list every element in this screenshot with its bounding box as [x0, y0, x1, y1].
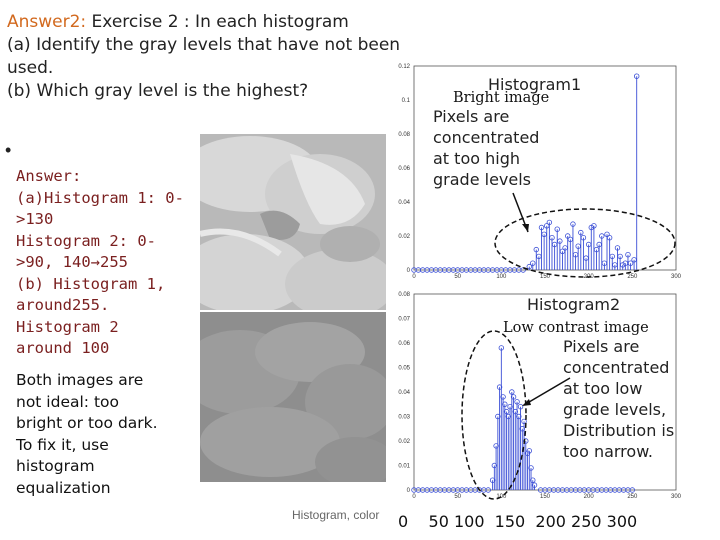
- question-line-3: used.: [7, 58, 54, 78]
- y-tick-label: 0: [406, 268, 410, 274]
- annotation-line-4: grade levels: [433, 170, 532, 189]
- x-tick-label: 150: [539, 494, 551, 500]
- y-tick-label: 0.03: [398, 414, 410, 421]
- note-line-6: equalization: [16, 478, 111, 497]
- histogram1-subtitle: Bright image: [453, 90, 550, 106]
- footer-ticks: 0 50 100 150 200 250 300: [398, 512, 638, 531]
- arrow-2: [524, 378, 570, 405]
- answer-line-5: >90, 140→255: [16, 253, 128, 271]
- annotation-line-1: Pixels are: [433, 107, 510, 126]
- y-tick-label: 0.07: [398, 316, 410, 323]
- arrow-1-head: [522, 224, 529, 232]
- x-tick-label: 250: [627, 274, 638, 280]
- annotation-line-3: at too high: [433, 149, 520, 168]
- note-line-5: histogram: [16, 457, 95, 475]
- x-tick-label: 200: [583, 274, 594, 280]
- answer-line-3: >130: [16, 210, 54, 228]
- answer-line-8: Histogram 2: [16, 317, 119, 336]
- highlight-ellipse-1: [495, 209, 675, 277]
- answer-line-9: around 100: [16, 339, 110, 357]
- annotation-line-2: concentrated: [563, 358, 670, 377]
- x-tick-label: 150: [539, 274, 551, 280]
- annotation-line-6: too narrow.: [563, 442, 653, 461]
- note-line-2: not ideal: too: [16, 392, 119, 411]
- note-line-4: To fix it, use: [16, 435, 109, 454]
- x-tick-label: 300: [670, 494, 682, 500]
- y-tick-label: 0: [406, 488, 410, 494]
- x-tick-label: 200: [583, 494, 594, 500]
- footer-caption: Histogram, color: [292, 508, 380, 522]
- y-tick-label: 0.02: [398, 234, 410, 240]
- answer-line-1: Answer:: [16, 167, 82, 185]
- note-line-1: Both images are: [16, 371, 144, 389]
- annotation-line-3: at too low: [563, 379, 643, 398]
- x-tick-label: 50: [454, 274, 462, 280]
- histogram1-title: Histogram1: [488, 75, 582, 94]
- bullet-icon: •: [5, 140, 12, 160]
- answer-line-6: (b) Histogram 1,: [16, 274, 166, 293]
- y-tick-label: 0.06: [398, 166, 410, 172]
- note-line-3: bright or too dark.: [16, 414, 158, 432]
- question-line-2: (a) Identify the gray levels that have not been: [7, 35, 401, 55]
- histogram2-subtitle: Low contrast image: [503, 320, 649, 336]
- question-text: Exercise 2 : In each histogram: [86, 12, 349, 32]
- answer-line-2: (a)Histogram 1: 0-: [16, 188, 184, 207]
- question-line-4: (b) Which gray level is the highest?: [7, 81, 309, 101]
- y-tick-label: 0.05: [398, 365, 410, 372]
- x-tick-label: 250: [627, 494, 638, 500]
- annotation-line-1: Pixels are: [563, 337, 640, 356]
- x-tick-label: 0: [412, 494, 416, 500]
- y-tick-label: 0.12: [398, 64, 410, 70]
- y-tick-label: 0.04: [398, 390, 410, 396]
- x-tick-label: 300: [670, 274, 682, 280]
- x-tick-label: 0: [412, 274, 416, 280]
- annotation-line-5: Distribution is: [563, 421, 675, 440]
- annotation-line-4: grade levels,: [563, 400, 667, 419]
- y-tick-label: 0.08: [398, 132, 410, 138]
- y-tick-label: 0.1: [401, 98, 410, 104]
- y-tick-label: 0.02: [398, 439, 410, 445]
- x-tick-label: 100: [496, 494, 507, 500]
- histogram2-title: Histogram2: [527, 295, 621, 314]
- annotation-line-2: concentrated: [433, 128, 540, 147]
- y-tick-label: 0.06: [398, 341, 410, 347]
- answer-line-4: Histogram 2: 0-: [16, 231, 156, 250]
- answer-prefix: Answer2:: [7, 12, 87, 32]
- y-tick-label: 0.04: [398, 200, 410, 206]
- highlight-ellipse-2: [462, 331, 526, 499]
- y-tick-label: 0.01: [398, 463, 410, 470]
- x-tick-label: 100: [496, 274, 507, 280]
- x-tick-label: 50: [454, 494, 462, 500]
- y-tick-label: 0.08: [398, 292, 410, 298]
- answer-line-7: around255.: [16, 296, 110, 314]
